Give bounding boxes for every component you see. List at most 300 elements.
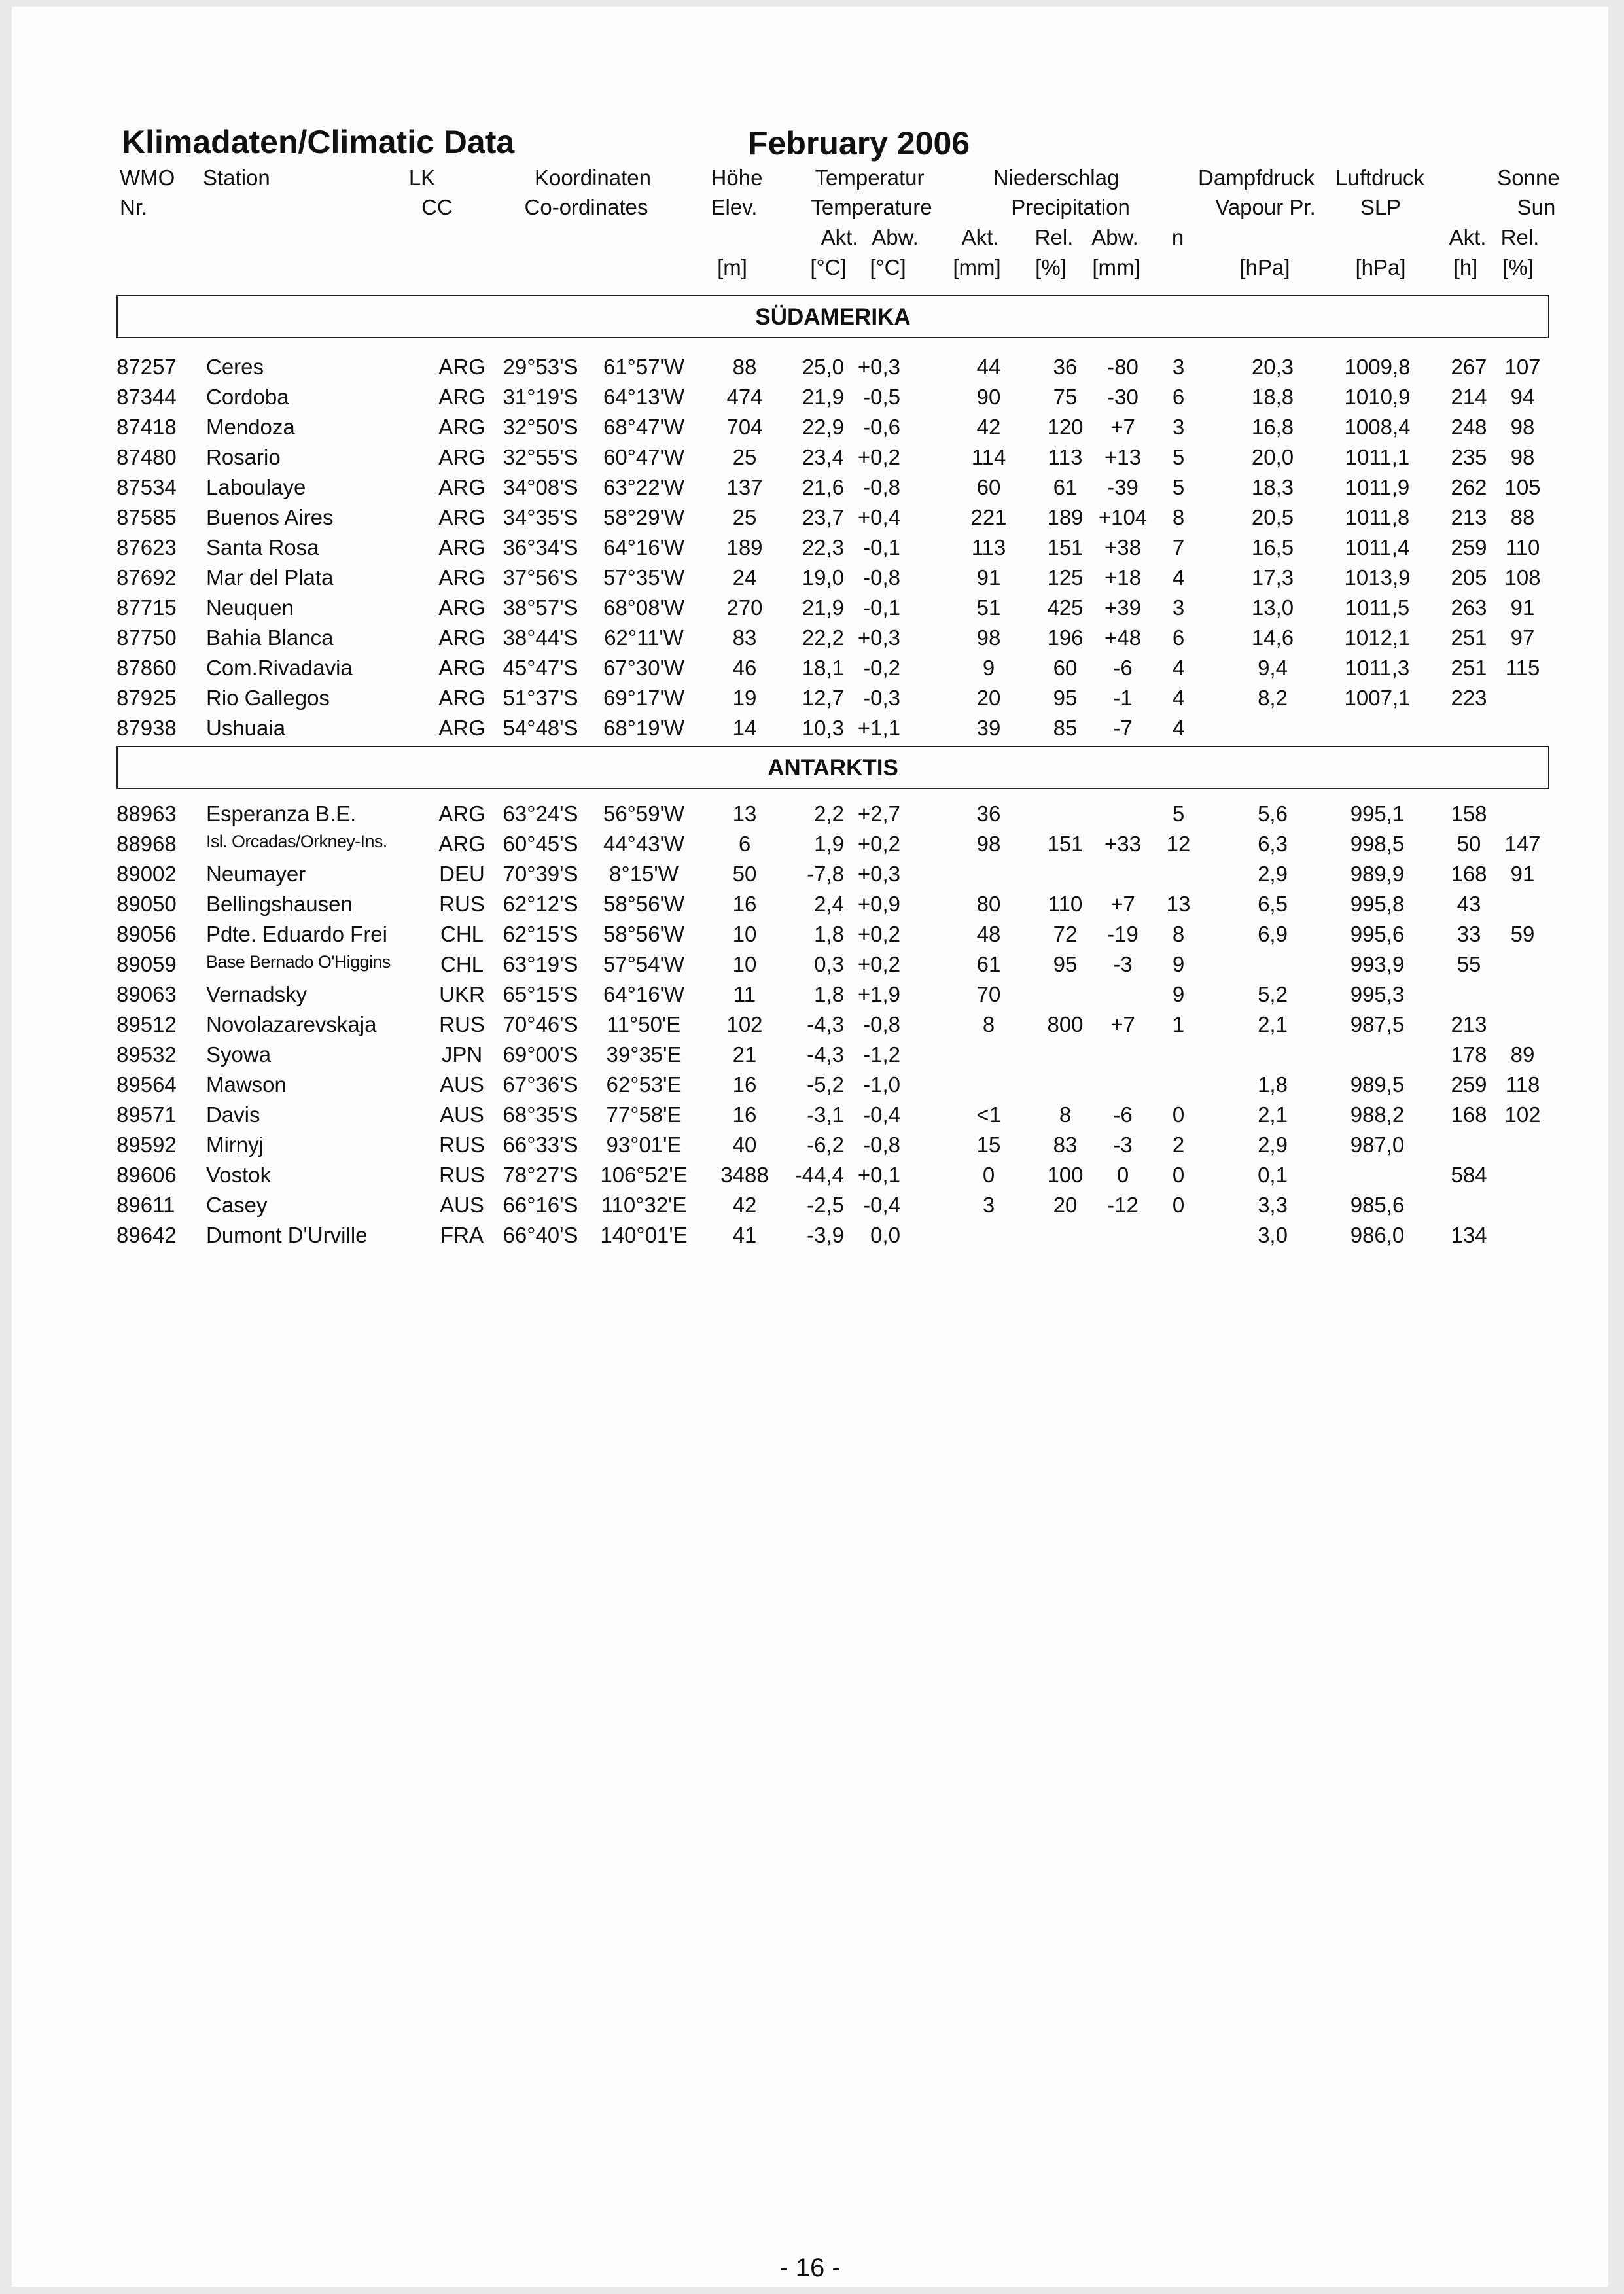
table-cell: 32°55'S (503, 445, 578, 469)
table-cell: 63°22'W (603, 475, 685, 499)
table-row (12, 626, 1608, 656)
table-cell: 89642 (116, 1223, 177, 1247)
table-cell: 39 (976, 716, 1001, 740)
table-cell: 113 (971, 535, 1006, 559)
table-cell: 168 (1451, 862, 1487, 886)
table-cell: 62°11'W (604, 626, 684, 650)
table-cell: 58°56'W (603, 922, 685, 946)
table-row (12, 1103, 1608, 1133)
table-cell: 43 (1456, 892, 1481, 916)
table-cell: +18 (1104, 565, 1141, 590)
table-cell: 77°58'E (606, 1103, 682, 1127)
table-cell: 20,3 (1251, 355, 1294, 379)
table-cell: ARG (438, 355, 485, 379)
table-cell: +0,2 (857, 832, 900, 856)
table-cell: 22,3 (802, 535, 844, 559)
table-cell: 18,3 (1251, 475, 1294, 499)
table-cell: ARG (438, 595, 485, 620)
table-cell: -7 (1113, 716, 1133, 740)
table-cell: 18,1 (802, 656, 844, 680)
table-cell: 1012,1 (1344, 626, 1411, 650)
table-cell: -80 (1107, 355, 1139, 379)
table-cell: 98 (1510, 445, 1535, 469)
table-cell: 70°46'S (503, 1012, 578, 1036)
table-cell: 89056 (116, 922, 177, 946)
table-cell: 134 (1451, 1223, 1487, 1247)
table-row (12, 1042, 1608, 1072)
table-cell: RUS (439, 892, 485, 916)
table-cell: 42 (732, 1193, 757, 1217)
table-cell: 3 (1172, 355, 1185, 379)
table-cell: -0,1 (863, 535, 900, 559)
table-cell: ARG (438, 656, 485, 680)
table-cell: 65°15'S (503, 982, 578, 1006)
table-cell: 147 (1504, 832, 1541, 856)
table-cell: 46 (732, 656, 757, 680)
table-cell: Isl. Orcadas/Orkney-Ins. (206, 832, 387, 851)
header-label: [°C] (870, 255, 906, 279)
table-cell: 21 (732, 1042, 757, 1067)
table-row (12, 445, 1608, 475)
table-cell: 3 (1172, 415, 1185, 439)
table-cell: 3 (982, 1193, 995, 1217)
table-cell: 66°16'S (503, 1193, 578, 1217)
table-cell: -0,8 (863, 475, 900, 499)
table-cell: 993,9 (1350, 952, 1405, 976)
table-cell: 125 (1047, 565, 1084, 590)
table-cell: 87585 (116, 505, 177, 529)
table-cell: 0,0 (870, 1223, 900, 1247)
table-cell: +38 (1104, 535, 1141, 559)
table-cell: Ushuaia (206, 716, 286, 740)
table-cell: 1009,8 (1344, 355, 1411, 379)
table-cell: 4 (1172, 686, 1185, 710)
table-cell: 267 (1451, 355, 1487, 379)
table-cell: 91 (1510, 862, 1535, 886)
table-cell: 95 (1053, 686, 1078, 710)
header-label: [%] (1035, 255, 1067, 279)
table-cell: 42 (976, 415, 1001, 439)
table-cell: 248 (1451, 415, 1487, 439)
table-cell: 1011,4 (1345, 535, 1410, 559)
table-cell: 1011,9 (1345, 475, 1410, 499)
table-cell: 989,5 (1350, 1072, 1405, 1097)
table-cell: 137 (726, 475, 763, 499)
table-cell: 16 (732, 1072, 757, 1097)
table-cell: 987,0 (1350, 1133, 1405, 1157)
table-cell: 19,0 (802, 565, 844, 590)
table-cell: Buenos Aires (206, 505, 334, 529)
table-cell: 995,1 (1350, 802, 1405, 826)
table-cell: 20 (1053, 1193, 1078, 1217)
table-cell: 1,8 (1258, 1072, 1288, 1097)
table-row (12, 595, 1608, 626)
table-cell: 2 (1172, 1133, 1185, 1157)
table-cell: +1,9 (857, 982, 900, 1006)
table-cell: -3,9 (807, 1223, 844, 1247)
table-cell: 88963 (116, 802, 177, 826)
header-label: [%] (1502, 255, 1534, 279)
table-cell: 41 (732, 1223, 757, 1247)
table-cell: 0 (1172, 1163, 1185, 1187)
page-number: - 16 - (779, 2253, 841, 2282)
table-cell: 18,8 (1251, 385, 1294, 409)
table-cell: 6 (1172, 385, 1185, 409)
table-cell: 88968 (116, 832, 177, 856)
table-cell: -3,1 (807, 1103, 844, 1127)
table-cell: -0,4 (863, 1103, 900, 1127)
header-label: Rel. (1034, 225, 1074, 249)
header-label: Niederschlag (993, 166, 1120, 190)
table-row (12, 862, 1608, 892)
table-cell: 270 (726, 595, 763, 620)
table-row (12, 535, 1608, 565)
table-cell: 44 (976, 355, 1001, 379)
table-cell: 3,0 (1258, 1223, 1288, 1247)
table-row (12, 475, 1608, 505)
table-cell: +2,7 (857, 802, 900, 826)
table-cell: 68°47'W (603, 415, 685, 439)
table-cell: 213 (1451, 505, 1487, 529)
table-cell: 89592 (116, 1133, 177, 1157)
table-cell: Bellingshausen (206, 892, 353, 916)
table-cell: 115 (1505, 656, 1540, 680)
report-month: February 2006 (748, 125, 970, 162)
table-cell: 25 (732, 505, 757, 529)
header-label: Sonne (1497, 166, 1560, 190)
table-cell: +0,3 (857, 862, 900, 886)
table-cell: Base Bernado O'Higgins (206, 952, 391, 972)
table-cell: 8,2 (1258, 686, 1288, 710)
header-label: Precipitation (1011, 195, 1130, 219)
table-cell: -1 (1113, 686, 1133, 710)
table-cell: 235 (1451, 445, 1487, 469)
table-cell: 3488 (720, 1163, 769, 1187)
table-cell: 8 (1172, 922, 1185, 946)
table-cell: ARG (438, 686, 485, 710)
table-cell: 259 (1451, 1072, 1487, 1097)
table-cell: 4 (1172, 716, 1185, 740)
header-label: Dampfdruck (1198, 166, 1315, 190)
table-row (12, 355, 1608, 385)
table-cell: Neuquen (206, 595, 294, 620)
table-cell: 67°30'W (603, 656, 685, 680)
table-row (12, 802, 1608, 832)
table-cell: 9,4 (1258, 656, 1288, 680)
table-cell: 0 (982, 1163, 995, 1187)
table-cell: 113 (1048, 445, 1083, 469)
table-cell: 60°45'S (503, 832, 578, 856)
table-cell: 221 (970, 505, 1007, 529)
table-cell: -44,4 (794, 1163, 844, 1187)
table-cell: 25,0 (802, 355, 844, 379)
table-cell: Santa Rosa (206, 535, 319, 559)
table-cell: 63°24'S (503, 802, 578, 826)
table-cell: 20,0 (1251, 445, 1294, 469)
table-cell: 89532 (116, 1042, 177, 1067)
table-row (12, 1163, 1608, 1193)
table-cell: 60°47'W (603, 445, 685, 469)
table-cell: Laboulaye (206, 475, 306, 499)
table-cell: -1,0 (863, 1072, 900, 1097)
table-cell: 62°53'E (606, 1072, 682, 1097)
table-cell: 5,6 (1258, 802, 1288, 826)
table-cell: RUS (439, 1012, 485, 1036)
table-cell: 87938 (116, 716, 177, 740)
table-cell: 6,5 (1258, 892, 1288, 916)
table-cell: ARG (438, 505, 485, 529)
table-cell: Casey (206, 1193, 268, 1217)
table-cell: 64°16'W (603, 982, 685, 1006)
table-cell: 8 (1059, 1103, 1072, 1127)
table-cell: 13 (732, 802, 757, 826)
table-cell: 87925 (116, 686, 177, 710)
header-label: Luftdruck (1335, 166, 1424, 190)
table-cell: 21,9 (802, 595, 844, 620)
table-cell: 89564 (116, 1072, 177, 1097)
table-cell: 1010,9 (1344, 385, 1411, 409)
table-cell: 97 (1510, 626, 1535, 650)
table-cell: 8 (1172, 505, 1185, 529)
table-cell: 110 (1505, 535, 1540, 559)
table-row (12, 505, 1608, 535)
table-cell: 23,4 (802, 445, 844, 469)
table-cell: 60 (976, 475, 1001, 499)
table-row (12, 716, 1608, 746)
table-row (12, 686, 1608, 716)
table-cell: 58°56'W (603, 892, 685, 916)
table-cell: 5 (1172, 445, 1185, 469)
table-cell: 12,7 (802, 686, 844, 710)
table-cell: 1013,9 (1344, 565, 1411, 590)
table-cell: 474 (726, 385, 763, 409)
table-cell: 105 (1504, 475, 1541, 499)
table-cell: AUS (440, 1193, 484, 1217)
table-cell: 107 (1504, 355, 1541, 379)
table-cell: 21,9 (802, 385, 844, 409)
table-cell: 87257 (116, 355, 177, 379)
table-cell: 91 (1510, 595, 1535, 620)
table-cell: 64°13'W (603, 385, 685, 409)
table-cell: 68°19'W (603, 716, 685, 740)
table-cell: 36 (976, 802, 1001, 826)
table-cell: -0,5 (863, 385, 900, 409)
table-cell: Mar del Plata (206, 565, 334, 590)
table-cell: ARG (438, 716, 485, 740)
table-cell: 9 (1172, 952, 1185, 976)
header-label: [h] (1453, 255, 1478, 279)
table-cell: Vernadsky (206, 982, 308, 1006)
header-label: Akt. (1449, 225, 1487, 249)
table-cell: 50 (1456, 832, 1481, 856)
table-cell: 987,5 (1350, 1012, 1405, 1036)
table-cell: Novolazarevskaja (206, 1012, 377, 1036)
table-cell: 29°53'S (503, 355, 578, 379)
table-cell: -0,1 (863, 595, 900, 620)
table-cell: 16 (732, 892, 757, 916)
table-cell: 251 (1451, 626, 1487, 650)
table-cell: 58°29'W (603, 505, 685, 529)
table-cell: -0,4 (863, 1193, 900, 1217)
document-title: Klimadaten/Climatic Data (122, 124, 515, 160)
table-cell: -0,3 (863, 686, 900, 710)
table-cell: 259 (1451, 535, 1487, 559)
table-cell: 89 (1510, 1042, 1535, 1067)
table-cell: AUS (440, 1103, 484, 1127)
table-row (12, 1133, 1608, 1163)
table-cell: -0,6 (863, 415, 900, 439)
table-cell: ARG (438, 565, 485, 590)
table-cell: 151 (1047, 832, 1084, 856)
header-label: SLP (1360, 195, 1402, 219)
header-label: LK (408, 166, 436, 190)
table-cell: 6,9 (1258, 922, 1288, 946)
table-cell: Com.Rivadavia (206, 656, 353, 680)
table-cell: 5 (1172, 802, 1185, 826)
table-cell: 13 (1166, 892, 1191, 916)
header-label: Koordinaten (535, 166, 651, 190)
table-cell: 8°15'W (609, 862, 679, 886)
header-label: Akt. (821, 225, 858, 249)
table-cell: 11 (733, 982, 756, 1006)
table-cell: 44°43'W (603, 832, 685, 856)
table-cell: -6 (1113, 656, 1133, 680)
table-cell: 251 (1451, 656, 1487, 680)
table-cell: 62°15'S (503, 922, 578, 946)
table-cell: +13 (1104, 445, 1141, 469)
table-cell: Rosario (206, 445, 281, 469)
table-cell: 87480 (116, 445, 177, 469)
header-label: Elev. (711, 195, 758, 219)
table-cell: 995,8 (1350, 892, 1405, 916)
table-cell: 61°57'W (603, 355, 685, 379)
table-cell: ARG (438, 415, 485, 439)
table-cell: ARG (438, 626, 485, 650)
table-cell: 189 (1047, 505, 1084, 529)
table-cell: 21,6 (802, 475, 844, 499)
table-cell: 2,2 (814, 802, 844, 826)
table-cell: 9 (1172, 982, 1185, 1006)
table-cell: 1011,5 (1345, 595, 1410, 620)
table-row (12, 832, 1608, 862)
header-label: Rel. (1500, 225, 1540, 249)
table-cell: 36°34'S (503, 535, 578, 559)
table-cell: 32°50'S (503, 415, 578, 439)
header-label: Vapour Pr. (1215, 195, 1316, 219)
table-cell: ARG (438, 832, 485, 856)
table-cell: -0,8 (863, 1133, 900, 1157)
table-cell: 16 (732, 1103, 757, 1127)
table-cell: 68°08'W (603, 595, 685, 620)
header-label: Abw. (1091, 225, 1139, 249)
table-cell: 11°50'E (607, 1012, 681, 1036)
table-cell: ARG (438, 535, 485, 559)
header-label: Höhe (711, 166, 763, 190)
header-label: Temperature (811, 195, 932, 219)
table-cell: 6 (738, 832, 751, 856)
table-cell: 22,9 (802, 415, 844, 439)
header-label: Co-ordinates (524, 195, 648, 219)
table-cell: 67°36'S (503, 1072, 578, 1097)
table-cell: 45°47'S (503, 656, 578, 680)
table-cell: 23,7 (802, 505, 844, 529)
table-cell: 87418 (116, 415, 177, 439)
table-cell: 102 (726, 1012, 763, 1036)
table-cell: Mendoza (206, 415, 295, 439)
table-cell: 34°35'S (503, 505, 578, 529)
table-cell: 114 (971, 445, 1006, 469)
table-cell: 87692 (116, 565, 177, 590)
table-cell: 94 (1510, 385, 1535, 409)
table-cell: 90 (976, 385, 1001, 409)
table-cell: -12 (1107, 1193, 1139, 1217)
table-cell: 34°08'S (503, 475, 578, 499)
table-cell: 178 (1451, 1042, 1487, 1067)
table-cell: 10,3 (802, 716, 844, 740)
table-cell: 98 (1510, 415, 1535, 439)
table-cell: 64°16'W (603, 535, 685, 559)
document-page (12, 7, 1608, 2287)
table-cell: Mawson (206, 1072, 287, 1097)
table-cell: 5 (1172, 475, 1185, 499)
table-cell: +104 (1098, 505, 1148, 529)
table-cell: 205 (1451, 565, 1487, 590)
table-cell: +1,1 (857, 716, 900, 740)
table-cell: RUS (439, 1163, 485, 1187)
table-cell: 168 (1451, 1103, 1487, 1127)
table-row (12, 656, 1608, 686)
table-cell: 31°19'S (503, 385, 578, 409)
table-cell: 39°35'E (606, 1042, 682, 1067)
table-cell: +0,2 (857, 445, 900, 469)
table-cell: Bahia Blanca (206, 626, 334, 650)
table-cell: -5,2 (807, 1072, 844, 1097)
table-cell: 1,8 (814, 982, 844, 1006)
table-cell: +0,3 (857, 355, 900, 379)
table-cell: +48 (1104, 626, 1141, 650)
table-cell: Cordoba (206, 385, 289, 409)
table-cell: RUS (439, 1133, 485, 1157)
table-cell: 2,9 (1258, 1133, 1288, 1157)
table-cell: 87534 (116, 475, 177, 499)
header-label: Station (203, 166, 270, 190)
table-cell: 995,3 (1350, 982, 1405, 1006)
table-cell: 189 (726, 535, 763, 559)
table-cell: 91 (976, 565, 1001, 590)
table-row (12, 1223, 1608, 1253)
table-cell: 95 (1053, 952, 1078, 976)
table-row (12, 565, 1608, 595)
table-cell: 110°32'E (601, 1193, 687, 1217)
table-cell: Vostok (206, 1163, 272, 1187)
header-label: [mm] (953, 255, 1001, 279)
table-cell: 89059 (116, 952, 177, 976)
table-cell: 98 (976, 832, 1001, 856)
table-cell: ARG (438, 445, 485, 469)
table-cell: 425 (1047, 595, 1084, 620)
table-cell: 89571 (116, 1103, 177, 1127)
table-cell: +0,3 (857, 626, 900, 650)
table-cell: 98 (976, 626, 1001, 650)
table-cell: 5,2 (1258, 982, 1288, 1006)
table-cell: 61 (976, 952, 1001, 976)
table-cell: 83 (1053, 1133, 1078, 1157)
table-row (12, 1012, 1608, 1042)
table-cell: 2,9 (1258, 862, 1288, 886)
table-cell: 4 (1172, 656, 1185, 680)
table-cell: +33 (1104, 832, 1141, 856)
table-cell: 87860 (116, 656, 177, 680)
